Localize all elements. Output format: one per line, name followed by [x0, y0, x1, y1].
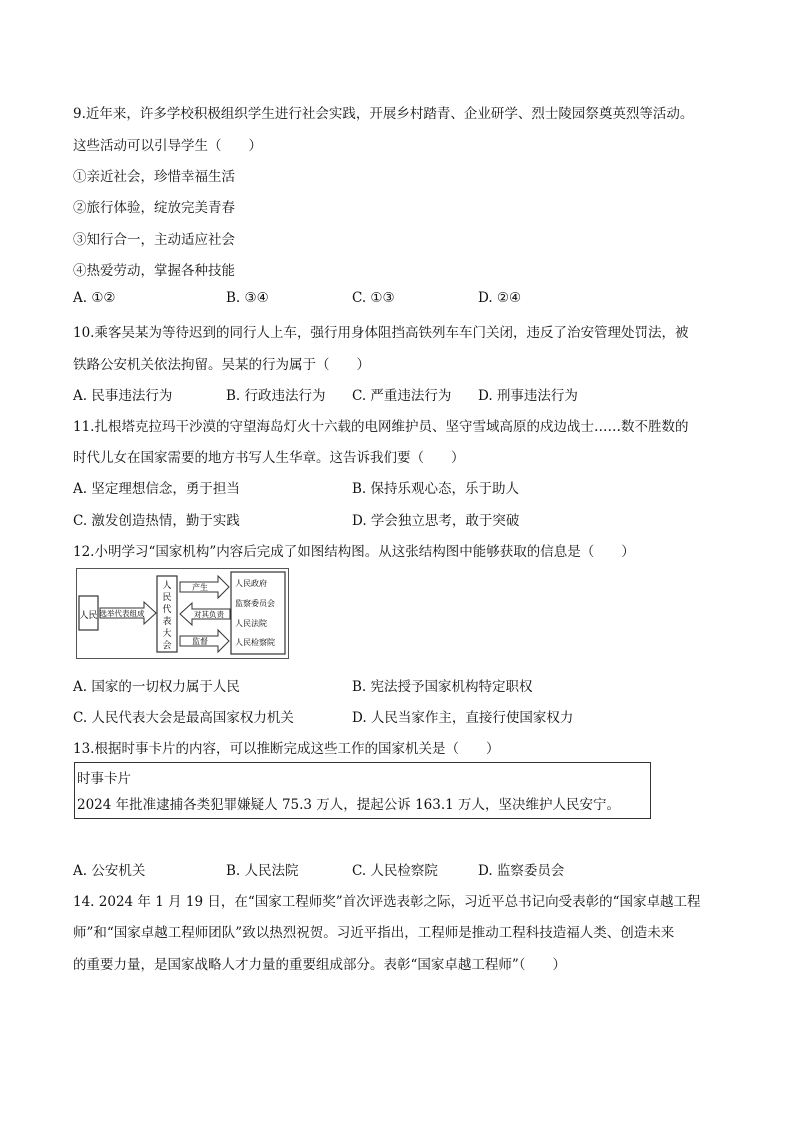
elect-label: 选举代表组成 — [99, 609, 145, 618]
q13-option-b: B. 人民法院 — [226, 863, 299, 879]
q12-option-c: C. 人民代表大会是最高国家权力机关 — [73, 710, 294, 726]
q12-option-b: B. 宪法授予国家机构特定职权 — [352, 679, 533, 695]
people-label: 人民 — [79, 611, 98, 621]
organ-procuratorate: 人民检察院 — [235, 638, 275, 647]
organ-court: 人民法院 — [235, 619, 267, 628]
congress-char-3: 代 — [162, 605, 172, 615]
organ-government: 人民政府 — [235, 579, 267, 588]
card-body: 2024 年批准逮捕各类犯罪嫌疑人 75.3 万人，提起公诉 163.1 万人，坚决维护人民安宁。 — [77, 797, 621, 813]
q10-stem-line1: 10.乘客吴某为等待迟到的同行人上车，强行用身体阻挡高铁列车车门关闭，违反了治安管理处罚法，被 — [73, 325, 689, 341]
responsible-label: 对其负责 — [194, 610, 224, 619]
congress-char-2: 民 — [162, 593, 172, 603]
congress-char-5: 大 — [162, 629, 172, 639]
q14-stem-line2: 师”和“国家卓越工程师团队”致以热烈祝贺。习近平指出，工程师是推动工程科技造福人类、创造未来 — [73, 925, 675, 941]
q14-stem-line1: 14. 2024 年 1 月 19 日，在“国家工程师奖”首次评选表彰之际，习近平总书记向受表彰的“国家卓越工程 — [73, 894, 701, 910]
q12-option-d: D. 人民当家作主，直接行使国家权力 — [352, 710, 574, 726]
q9-option-c: C. ①③ — [352, 290, 395, 306]
state-organs-structure-diagram — [76, 568, 289, 659]
q13-option-a: A. 公安机关 — [73, 863, 146, 879]
congress-char-4: 表 — [162, 617, 172, 627]
q13-option-c: C. 人民检察院 — [352, 863, 438, 879]
q9-stem-line2: 这些活动可以引导学生（ ） — [73, 138, 262, 154]
produce-label: 产生 — [192, 583, 208, 592]
q9-item-4: ④热爱劳动，掌握各种技能 — [73, 263, 235, 279]
q11-stem-line1: 11.扎根塔克拉玛干沙漠的守望海岛灯火十六载的电网维护员、坚守雪域高原的戍边战士……数不胜数的 — [73, 419, 689, 435]
supervise-label: 监督 — [192, 637, 208, 646]
q9-option-a: A. ①② — [73, 290, 116, 306]
q9-stem-line1: 9.近年来，许多学校积极组织学生进行社会实践，开展乡村踏青、企业研学、烈士陵园祭奠英烈等活动。 — [73, 106, 694, 122]
q10-option-d: D. 刑事违法行为 — [478, 388, 578, 404]
q13-stem: 13.根据时事卡片的内容，可以推断完成这些工作的国家机关是（ ） — [73, 741, 500, 757]
q12-option-a: A. 国家的一切权力属于人民 — [73, 679, 240, 695]
q13-option-d: D. 监察委员会 — [478, 863, 565, 879]
congress-char-6: 会 — [162, 641, 172, 651]
q11-option-d: D. 学会独立思考，敢于突破 — [352, 513, 520, 529]
q11-option-b: B. 保持乐观心态，乐于助人 — [352, 481, 520, 497]
q9-item-3: ③知行合一，主动适应社会 — [73, 232, 235, 248]
current-affairs-card — [74, 762, 651, 819]
q12-stem: 12.小明学习“国家机构”内容后完成了如图结构图。从这张结构图中能够获取的信息是（ ） — [73, 544, 635, 560]
card-title: 时事卡片 — [77, 771, 131, 787]
organ-supervisory-commission: 监察委员会 — [235, 599, 275, 608]
q9-item-2: ②旅行体验，绽放完美青春 — [73, 200, 235, 216]
q10-option-c: C. 严重违法行为 — [352, 388, 452, 404]
q14-stem-line3: 的重要力量，是国家战略人才力量的重要组成部分。表彰“国家卓越工程师”（ ） — [73, 957, 567, 973]
congress-char-1: 人 — [162, 581, 172, 591]
q9-option-d: D. ②④ — [478, 290, 522, 306]
q11-stem-line2: 时代儿女在国家需要的地方书写人生华章。这告诉我们要（ ） — [73, 450, 465, 466]
q10-option-b: B. 行政违法行为 — [226, 388, 326, 404]
q11-option-a: A. 坚定理想信念，勇于担当 — [73, 481, 240, 497]
q10-stem-line2: 铁路公安机关依法拘留。吴某的行为属于（ ） — [73, 357, 370, 373]
q9-item-1: ①亲近社会，珍惜幸福生活 — [73, 169, 235, 185]
q11-option-c: C. 激发创造热情，勤于实践 — [73, 513, 240, 529]
q10-option-a: A. 民事违法行为 — [73, 388, 173, 404]
q9-option-b: B. ③④ — [226, 290, 269, 306]
